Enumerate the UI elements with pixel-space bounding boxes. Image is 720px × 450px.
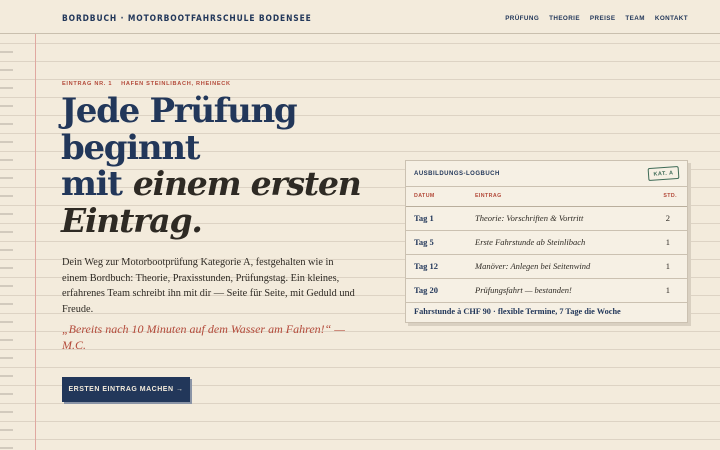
- headline-line-3-bold: mit: [61, 164, 122, 204]
- row-entry: Prüfungsfahrt — bestanden!: [475, 285, 572, 295]
- binding-mark: [0, 213, 13, 215]
- logbook-card: [405, 160, 688, 323]
- binding-mark: [0, 69, 13, 71]
- binding-mark: [0, 285, 13, 287]
- binding-mark: [0, 87, 13, 89]
- binding-mark: [0, 321, 13, 323]
- binding-mark: [0, 357, 13, 359]
- binding-mark: [0, 339, 13, 341]
- headline-line-3: [61, 166, 391, 203]
- divider: [406, 186, 687, 187]
- binding-mark: [0, 267, 13, 269]
- table-row: [406, 254, 687, 278]
- binding-mark: [0, 303, 13, 305]
- row-day: Tag 12: [414, 261, 439, 271]
- binding-mark: [0, 393, 13, 395]
- hero-intro: Dein Weg zur Motorbootprüfung Kategorie A, festgehalten wie in einem Bordbuch: Theorie, Praxisstunden, Prüfungstag. Ein kleines, erfahrenes Team schreibt ihn mit dir — Seite für Seite, mit Geduld und Freude.: [62, 257, 355, 315]
- notebook-binding-marks: [0, 0, 14, 450]
- headline-line-1: Jede Prüfung: [61, 91, 297, 131]
- binding-mark: [0, 231, 13, 233]
- nav-item-kontakt[interactable]: KONTAKT: [654, 15, 688, 22]
- testimonial-quote: „Bereits nach 10 Minuten auf dem Wasser am Fahren!“ — M.C.: [62, 322, 345, 352]
- hero-headline: [61, 93, 391, 239]
- site-header: [0, 0, 720, 34]
- row-entry: Erste Fahrstunde ab Steinlibach: [475, 237, 586, 247]
- headline-line-2: beginnt: [61, 127, 200, 168]
- binding-mark: [0, 177, 13, 179]
- entry-eyebrow: EINTRAG NR. 1 HAFEN STEINLIBACH, RHEINECK: [62, 81, 231, 87]
- binding-mark: [0, 195, 13, 197]
- cta-first-entry-button[interactable]: ERSTEN EINTRAG MACHEN →: [62, 377, 190, 402]
- binding-mark: [0, 105, 13, 107]
- row-hours: 1: [665, 237, 670, 247]
- table-row: [406, 230, 687, 254]
- binding-mark: [0, 123, 13, 125]
- binding-mark: [0, 51, 13, 53]
- pricing-note: Fahrstunde à CHF 90 · flexible Termine, 7 Tage die Woche: [414, 307, 621, 316]
- row-hours: 1: [665, 285, 670, 295]
- table-row: [406, 206, 687, 230]
- nav-item-pruefung[interactable]: PRÜFUNG: [505, 15, 540, 22]
- row-day: Tag 20: [414, 285, 439, 295]
- main-nav: [505, 15, 688, 22]
- logbook-title: AUSBILDUNGS-LOGBUCH: [414, 171, 500, 177]
- binding-mark: [0, 429, 13, 431]
- column-header-eintrag: EINTRAG: [475, 193, 502, 199]
- nav-item-team[interactable]: TEAM: [625, 15, 645, 22]
- column-header-std: STD.: [663, 193, 677, 199]
- brand-name[interactable]: BORDBUCH · MOTORBOOTFAHRSCHULE BODENSEE: [62, 13, 312, 23]
- row-hours: 2: [665, 213, 670, 223]
- divider: [406, 302, 687, 303]
- binding-mark: [0, 159, 13, 161]
- binding-mark: [0, 411, 13, 413]
- row-entry: Manöver: Anlegen bei Seitenwind: [475, 261, 591, 271]
- row-day: Tag 1: [414, 213, 434, 223]
- headline-line-4: Eintrag.: [61, 200, 202, 240]
- headline-line-3-italic: einem ersten: [132, 164, 361, 203]
- nav-item-preise[interactable]: PREISE: [589, 15, 616, 22]
- row-day: Tag 5: [414, 237, 434, 247]
- notebook-margin-line: [35, 0, 36, 450]
- category-badge: KAT. A: [648, 166, 680, 181]
- table-row: [406, 278, 687, 302]
- nav-item-theorie[interactable]: THEORIE: [549, 15, 580, 22]
- binding-mark: [0, 447, 13, 449]
- row-hours: 1: [665, 261, 670, 271]
- row-entry: Theorie: Vorschriften & Vortritt: [475, 213, 584, 223]
- binding-mark: [0, 249, 13, 251]
- column-header-datum: DATUM: [414, 193, 435, 199]
- binding-mark: [0, 141, 13, 143]
- binding-mark: [0, 375, 13, 377]
